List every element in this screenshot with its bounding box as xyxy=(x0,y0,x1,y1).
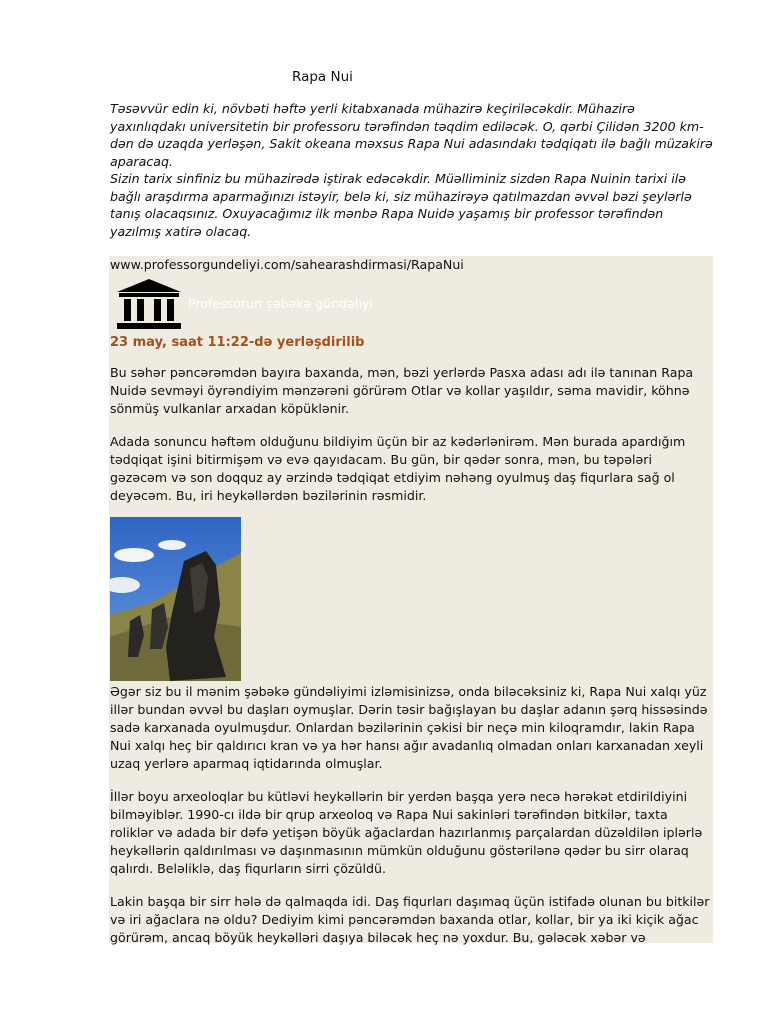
museum-building-icon xyxy=(116,278,182,330)
post-date: 23 may, saat 11:22-də yerləşdirilib xyxy=(110,335,365,350)
blog-paragraph: Əgər siz bu il mənim şəbəkə gündəliyimi izləmisinizsə, onda biləcəksiniz ki, Rapa Nui xalqı yüz illər bundan əvvəl bu daşları oymuşlar. Dərin təsir bağışlayan bu daşlar adanın şərq hissəsində sadə karxanada oyulmuşdur. Onlardan bəzilərinin çəkisi bir neçə min kiloqramdır, lakin Rapa Nui xalqı heç bir qaldırıcı kran və ya hər hansı ağır avadanlıq olmadan onları karxanadan xeyli uzaq yerlərə aparmaq iqtidarında olmuşlar. xyxy=(110,684,708,771)
blog-paragraph: İllər boyu arxeoloqlar bu kütləvi heykəllərin bir yerdən başqa yerə necə hərəkət etdirildiyini bilməyiblər. 1990-cı ildə bir qrup arxeoloq və Rapa Nui sakinləri tərəfindən bitkilər, taxta roliklər və adada bir dəfə yetişən böyük ağaclardan hazırlanmış parçalardan düzəldilən iplərlə heykəllərin qaldırılması və daşınmasının mümkün olduğunu göstərilənə qədər bu sirr olaraq qalırdı. Beləliklə, daş fiqurların sirri çözüldü. xyxy=(110,789,703,876)
moai-photo xyxy=(110,517,241,681)
intro-paragraph: Təsəvvür edin ki, növbəti həftə yerli kitabxanada mühazirə keçiriləcəkdir. Mühazirə yaxınlıqdakı universitetin bir professoru tərəfindən təqdim ediləcək. O, qərbi Çilidən 3200 km-dən də uzaqda yerləşən, Sakit okeana məxsus Rapa Nui adasındakı tədqiqatı ilə bağlı müzakirə aparacaq. xyxy=(110,101,713,169)
intro-text xyxy=(110,100,714,240)
document-title: Rapa Nui xyxy=(292,69,353,85)
blog-title: Professorun şəbəkə gündəliyi xyxy=(188,296,373,311)
blog-paragraph: Lakin başqa bir sirr hələ də qalmaqda idi. Daş fiqurları daşımaq üçün istifadə olunan bu bitkilər və iri ağaclara nə oldu? Dediyim kimi pəncərəmdən baxanda otlar, kollar, bir ya iki kiçik ağac görürəm, ancaq böyük heykəlləri daşıya biləcək heç nə yoxdur. Bu, gələcək xəbər və xyxy=(110,894,710,945)
blog-url[interactable]: www.professorgundeliyi.com/sahearashdirmasi/RapaNui xyxy=(110,257,464,272)
blog-paragraph: Bu səhər pəncərəmdən bayıra baxanda, mən, bəzi yerlərdə Pasxa adası adı ilə tanınan Rapa Nuidə sevməyi öyrəndiyim mənzərəni görürəm Otlar və kollar yaşıldır, səma mavidir, köhnə sönmüş vulkanlar arxadan köpüklənir. xyxy=(110,365,694,416)
intro-paragraph: Sizin tarix sinfiniz bu mühazirədə iştirak edəcəkdir. Müəlliminiz sizdən Rapa Nuinin tarixi ilə bağlı araşdırma aparmağınızı istəyir, belə ki, siz mühazirəyə qatılmazdan əvvəl bəzi şeylərlə tanış olacaqsınız. Oxuyacağımız ilk mənbə Rapa Nuidə yaşamış bir professor tərəfindən yazılmış xatirə olacaq. xyxy=(110,171,692,239)
blog-paragraph: Adada sonuncu həftəm olduğunu bildiyim üçün bir az kədərlənirəm. Mən burada apardığım tədqiqat işini bitirmişəm və evə qayıdacam. Bu gün, bir qədər sonra, mən, bu təpələri gəzəcəm və son doqquz ay ərzində tədqiqat etdiyim nəhəng oyulmuş daş fiqurlara sağ ol deyəcəm. Bu, iri heykəllərdən bəzilərinin rəsmidir. xyxy=(110,434,686,503)
